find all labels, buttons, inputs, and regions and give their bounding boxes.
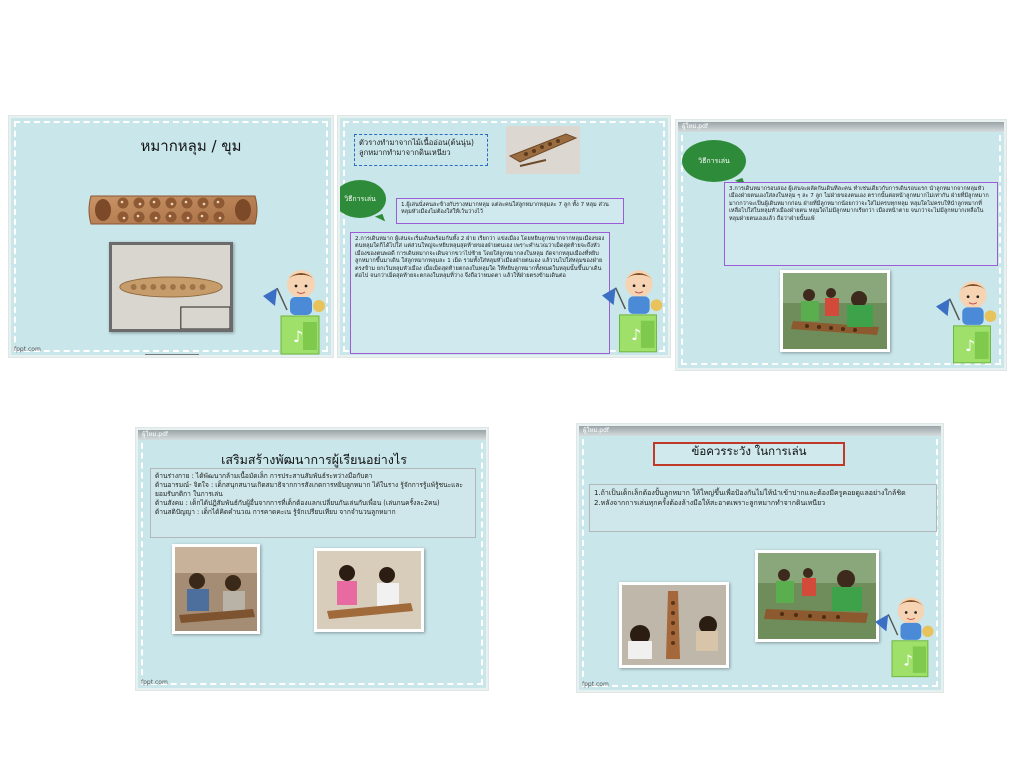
precaution-line-1: 1.ถ้าเป็นเด็กเล็กต้องปั้นลูกหมาก ให้ใหญ่ขึ้นเพื่อป้องกันไม่ให้นำเข้าปากและต้องมีครูคอยดูแลอย่างใกล้ชิด [594, 489, 906, 497]
slide-3[interactable] [676, 120, 1006, 370]
development-line-physical: ด้านร่างกาย : ได้พัฒนากล้ามเนื้อมัดเล็ก การประสานสัมพันธ์ระหว่างมือกับตา [155, 472, 373, 480]
material-note-line-1: ตัวรางทำมาจากไม้เนื้ออ่อน(ต้นนุ่น) [359, 138, 475, 147]
slide-4-title: เสริมสร้างพัฒนาการผู้เรียนอย่างไร [221, 452, 407, 467]
rule-3-box: 3.การเดินหมากรอบสอง ผู้เล่นจะผลัดกันเดินทีละคน ทำเช่นเดียวกับการเดินรอบแรก นำลูกหมากจากหลุมหัวเมืองฝ่ายตนเองใส่ลงในหลุม ๆ ละ 7 ลูก ไม่ฝ่ายของตนเอง ตรากนั้นต่อหน้าลูกหมากไม่เท่ากัน ฝ่ายที่มีลูกหมากมากกว่าจะเป็นผู้เดินหมากก่อน ฝ่ายที่มีลูกหมากน้อยกว่าจะใส่ไม่ครบทุกหลุม หลุมใดไม่ครบให้นำลูกหมากที่เหลือไปใส่ในหลุมหัวเมืองฝ่ายตน หลุมใดไม่มีลูกหมากเรียกว่า เมืองหน้าตาย จนกว่าจะไม่มีลูกหมากเหลือในหลุมฝ่ายตนเองแล้ว ถือว่าฝ่ายนั้นแพ้ [724, 182, 998, 266]
pdf-top-bar [678, 122, 1004, 132]
svg-text:♪: ♪ [293, 327, 304, 346]
pdf-top-bar [138, 430, 486, 440]
children-with-board-photo [619, 582, 729, 668]
how-to-play-bubble: วิธีการเล่น [338, 180, 386, 218]
children-playing-photo [780, 270, 890, 352]
footer-brand: fppt.com [141, 679, 168, 686]
slide-2[interactable] [338, 116, 670, 357]
svg-text:♪: ♪ [965, 337, 976, 356]
development-line-intellectual: ด้านสติปัญญา : เด็กได้คิดคำนวณ การคาดคะเน รู้จักเปรียบเทียบ จากจำนวนลูกหมาก [155, 508, 396, 516]
mancala-board-image [83, 188, 263, 232]
svg-text:♪: ♪ [903, 651, 913, 670]
pdf-name: ผู้ใหม่.pdf [583, 427, 609, 434]
boy-mascot-icon [263, 266, 333, 357]
rule-1-box: 1.ผู้เล่นนั่งคนละข้างกับรางหมากหลุม แต่ละคนใส่ลูกหมากหลุมละ 7 ลูก ทั้ง 7 หลุม ส่วนหลุมหัวเมืองไม่ต้องใส่ให้เว้นว่างไว้ [396, 198, 624, 224]
material-note [354, 134, 488, 166]
pdf-name: ผู้ใหม่.pdf [682, 123, 708, 130]
development-list [150, 468, 476, 538]
precaution-line-2: 2.หลังจากการเล่นทุกครั้งต้องล้างมือให้สะอาดเพราะลูกหมากทำจากดินเหนียว [594, 499, 826, 507]
pdf-name: ผู้ใหม่.pdf [142, 431, 168, 438]
development-line-emotional: ด้านอารมณ์- จิตใจ : เด็กสนุกสนานเกิดสมาธิจากการสังเกตการหยิบลูกหมาก ได้ในราง รู้จักการรู้แพ้รู้ชนะและยอมรับกติกา ในการเล่น [155, 481, 463, 498]
kids-playing-photo-2 [314, 548, 424, 632]
pdf-top-bar [579, 426, 941, 436]
precaution-list [589, 484, 937, 532]
material-note-line-2: ลูกหมากทำมาจากดินเหนียว [359, 148, 451, 157]
boy-mascot-icon [602, 266, 670, 356]
footer-brand: fppt.com [14, 346, 41, 353]
rule-2-box: 2.การเดินหมาก ผู้เล่นจะเริ่มเดินพร้อมกันทั้ง 2 ฝ่าย เรียกว่า แข่งเมือง โดยหยิบลูกหมากจากหลุมเมืองของตนหลุมใดก็ได้ไปใส่ แต่ส่วนใหญ่จะหยิบหลุมสุดท้ายของฝ่ายตนเอง เพราะคำนวณว่าเม็ดสุดท้ายจะถึงหัวเมืองของตนพอดี การเดินหมากจะเดินจากขวาไปซ้าย โดยใส่ลูกหมากลงในหลุม ถัดจากหลุมเมืองที่หยิบลูกหมากขึ้นมาเดิน ใส่ลูกหมากหลุมละ 1 เม็ด รวมทั้งใส่หลุมหัวเมืองฝ่ายตนเอง แล้ววนไปใส่หลุมของฝ่ายตรงข้าม ยกเว้นหลุมหัวเมือง เมื่อเม็ดสุดท้ายตกลงในหลุมใด ให้หยิบลูกหมากทั้งหมดในหลุมนั้นขึ้นมาเดินต่อไป จนกว่าเม็ดสุดท้ายจะตกลงในหลุมที่ว่าง จึงถือว่าหมดตา แล้วให้ฝ่ายตรงข้ามเดินต่อ [350, 232, 610, 354]
how-to-play-bubble: วิธีการเล่น [682, 140, 746, 182]
development-line-social: ด้านสังคม : เด็กได้ปฏิสัมพันธ์กับผู้อื่นจากการที่เด็กต้องแลกเปลี่ยนกันเล่นกับเพื่อน (เล่นกนครั้งละ2คน) [155, 499, 440, 507]
slide-1[interactable] [9, 116, 333, 357]
slide-1-title: หมากหลุม / ขุม [140, 137, 242, 155]
footer-brand: fppt.com [582, 681, 609, 688]
boy-mascot-icon [875, 592, 943, 682]
boy-mascot-icon [936, 276, 1006, 368]
svg-text:♪: ♪ [631, 326, 642, 345]
slide-5[interactable] [577, 424, 943, 692]
slide-divider [145, 354, 199, 356]
slide-5-title-box [653, 442, 845, 466]
kids-playing-photo-1 [172, 544, 260, 634]
wooden-board-photo [506, 126, 580, 174]
slide-5-title: ข้อควรระวัง ในการเล่น [691, 444, 807, 458]
board-photo [109, 242, 233, 332]
children-playing-photo-2 [755, 550, 879, 642]
slide-4[interactable] [136, 428, 488, 690]
